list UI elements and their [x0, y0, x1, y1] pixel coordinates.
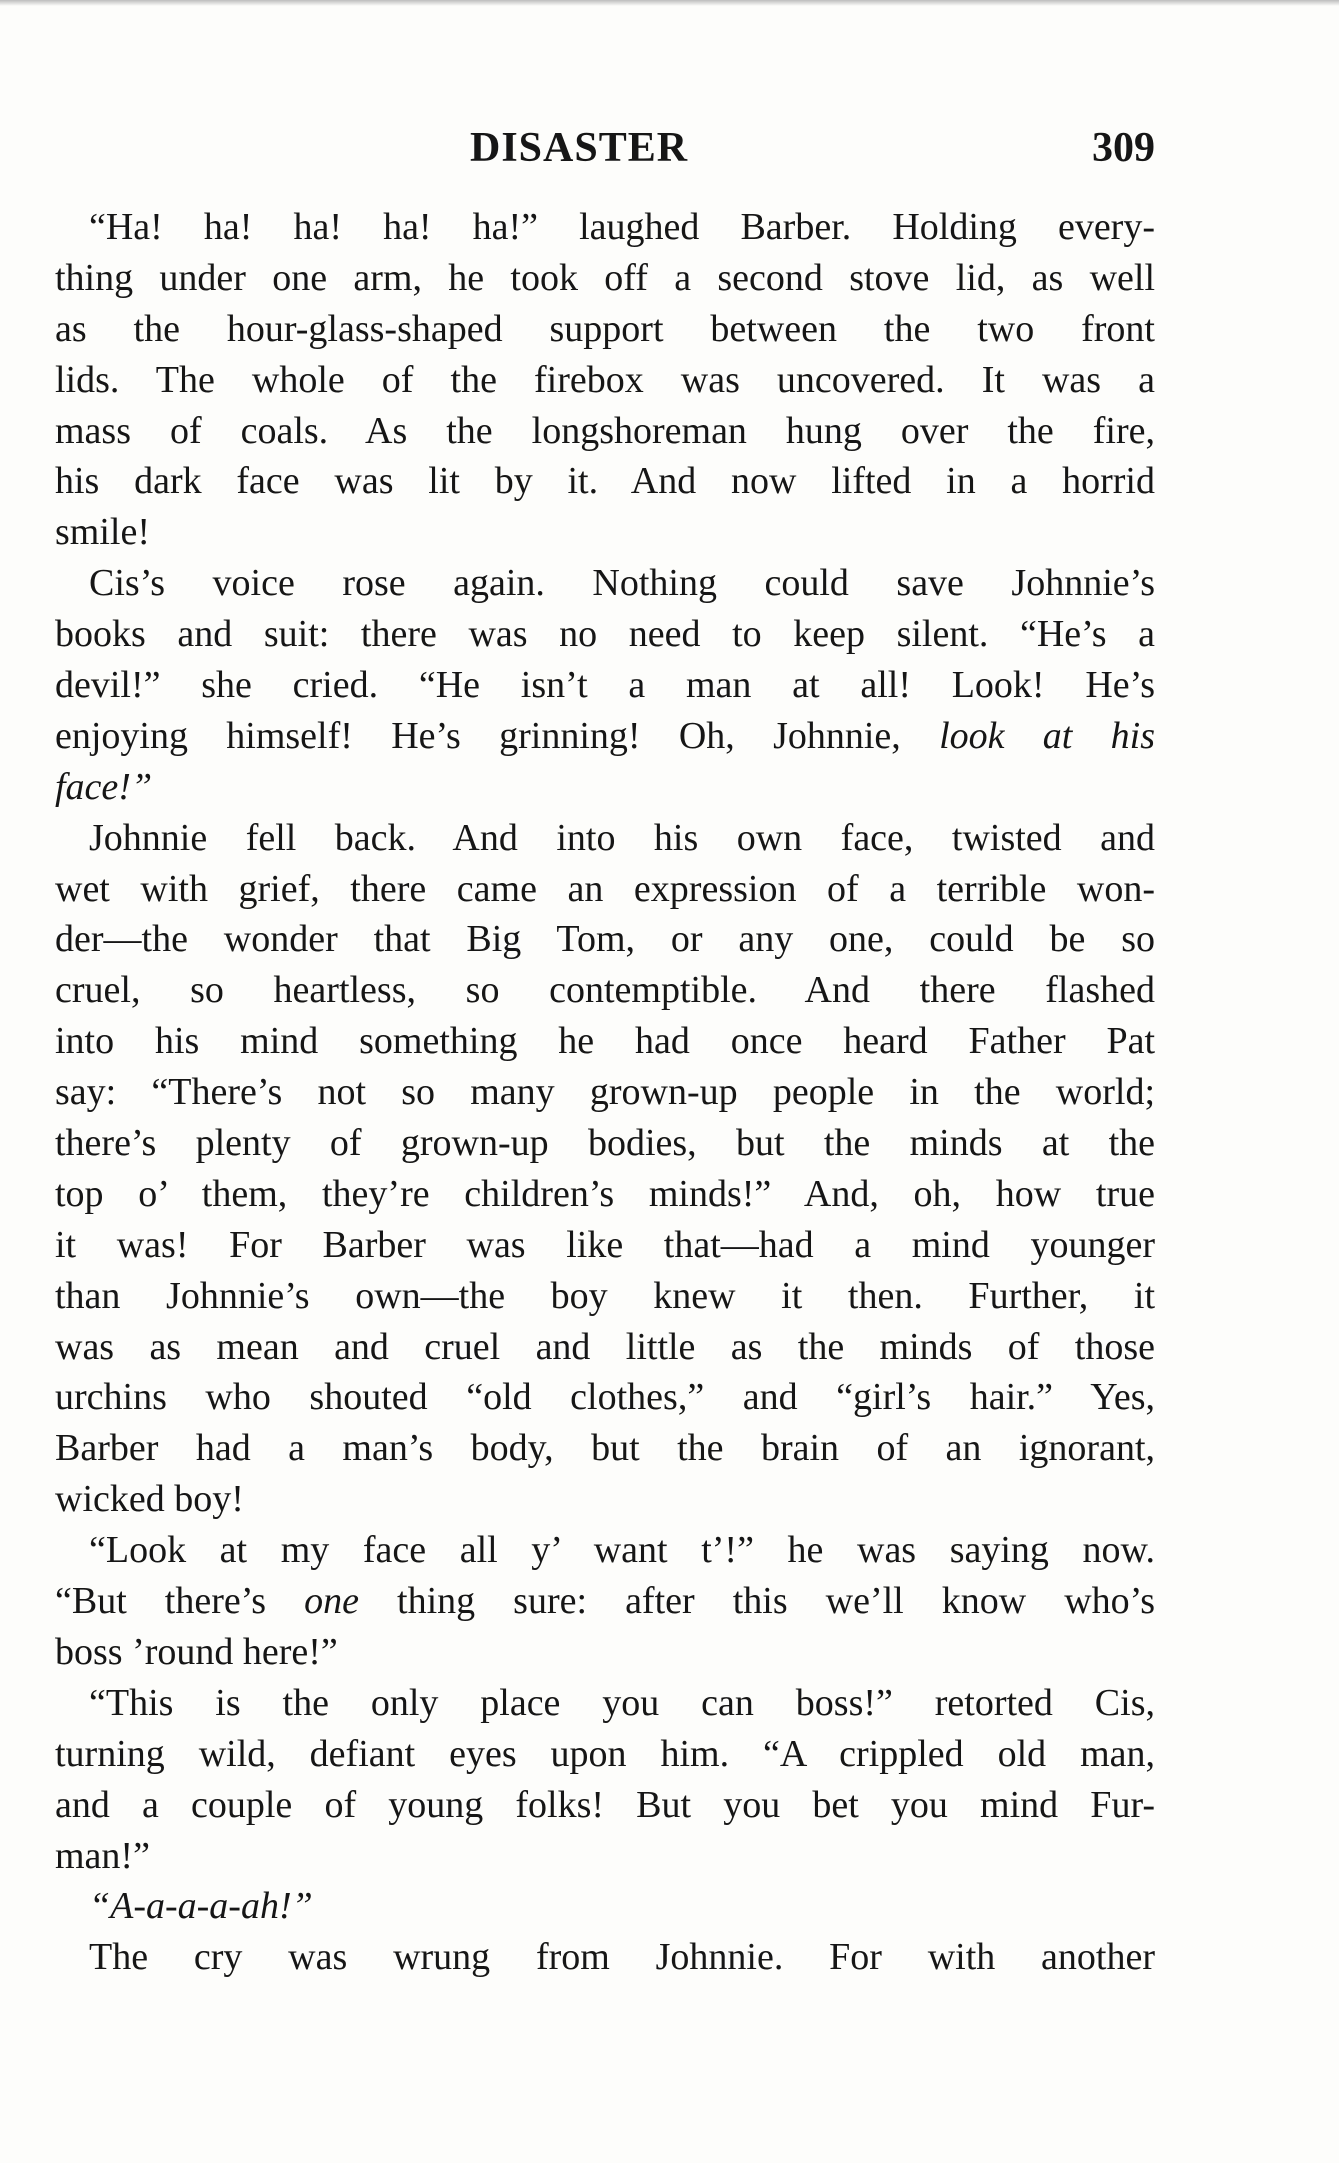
text-segment: The cry was wrung from Johnnie. For with another — [89, 1936, 1155, 1979]
text-segment: as the hour-glass-shaped support between the two front — [55, 307, 1155, 350]
text-segment: der—the wonder that Big Tom, or any one, could be so — [55, 918, 1155, 961]
text-line — [55, 507, 1155, 558]
text-line — [55, 1780, 1155, 1831]
text-segment: and a couple of young folks! But you bet you mind Fur- — [55, 1783, 1155, 1826]
text-segment: top o’ them, they’re children’s minds!” And, oh, how true — [55, 1172, 1155, 1215]
text-segment: “Ha! ha! ha! ha! ha!” laughed Barber. Holding every- — [89, 206, 1155, 248]
text-segment: Cis’s voice rose again. Nothing could save Johnnie’s — [89, 562, 1155, 605]
text-line — [55, 1169, 1155, 1220]
text-segment: wet with grief, there came an expression of a terrible won- — [55, 867, 1155, 910]
text-segment: Johnnie fell back. And into his own face, twisted and — [89, 816, 1155, 859]
text-line — [55, 1525, 1155, 1576]
text-segment: Barber had a man’s body, but the brain of an ignorant, — [55, 1427, 1155, 1470]
text-segment: than Johnnie’s own—the boy knew it then. Further, it — [55, 1274, 1155, 1317]
text-line — [55, 1372, 1155, 1423]
text-line — [55, 1474, 1155, 1525]
text-line — [55, 1118, 1155, 1169]
page-top-edge — [0, 0, 1339, 6]
text-line — [55, 1932, 1155, 1983]
text-line — [55, 660, 1155, 711]
text-segment: “But there’s — [55, 1580, 305, 1623]
text-line — [55, 1322, 1155, 1373]
text-line — [55, 762, 1155, 813]
text-line — [55, 1627, 1155, 1678]
italic-text: one — [304, 1580, 359, 1623]
text-line — [55, 406, 1155, 457]
text-line — [55, 1881, 1155, 1932]
text-line — [55, 1220, 1155, 1271]
text-segment: thing sure: after this we’ll know who’s — [359, 1580, 1155, 1623]
text-segment: cruel, so heartless, so contemptible. And there flashed — [55, 969, 1155, 1012]
page-number: 309 — [1092, 125, 1155, 171]
text-segment: devil!” she cried. “He isn’t a man at all! Look! He’s — [55, 664, 1155, 707]
text-segment: there’s plenty of grown-up bodies, but the minds at the — [55, 1122, 1155, 1165]
text-segment: into his mind something he had once heard Father Pat — [55, 1020, 1155, 1063]
text-line — [55, 1016, 1155, 1067]
text-line — [55, 1271, 1155, 1322]
text-line — [55, 1576, 1155, 1627]
running-head: DISASTER — [470, 125, 689, 171]
text-segment: “Look at my face all y’ want t’!” he was saying now. — [89, 1529, 1155, 1572]
text-segment: smile! — [55, 511, 150, 554]
text-line — [55, 1729, 1155, 1780]
body-text — [55, 202, 1155, 1983]
text-segment: lids. The whole of the firebox was uncovered. It was a — [55, 358, 1155, 401]
text-segment: wicked boy! — [55, 1478, 244, 1521]
text-line — [55, 355, 1155, 406]
text-segment: enjoying himself! He’s grinning! Oh, Johnnie, — [55, 714, 940, 757]
text-segment: boss ’round here!” — [55, 1630, 338, 1673]
text-line — [55, 711, 1155, 762]
italic-text: face!” — [55, 765, 153, 808]
text-line — [55, 558, 1155, 609]
text-segment: urchins who shouted “old clothes,” and “girl’s hair.” Yes, — [55, 1376, 1155, 1419]
text-segment: books and suit: there was no need to keep silent. “He’s a — [55, 613, 1155, 656]
text-segment: man!” — [55, 1834, 150, 1877]
text-line — [55, 864, 1155, 915]
text-segment: turning wild, defiant eyes upon him. “A crippled old man, — [55, 1732, 1155, 1775]
text-segment: it was! For Barber was like that—had a mind younger — [55, 1223, 1155, 1266]
text-segment: say: “There’s not so many grown-up people in the world; — [55, 1071, 1155, 1114]
italic-text: look at his — [939, 714, 1155, 757]
text-line — [55, 456, 1155, 507]
text-line — [55, 202, 1155, 253]
text-line — [55, 914, 1155, 965]
italic-text: “A-a-a-a-ah!” — [89, 1885, 313, 1928]
text-segment: was as mean and cruel and little as the minds of those — [55, 1325, 1155, 1368]
text-line — [55, 1067, 1155, 1118]
text-line — [55, 304, 1155, 355]
text-segment: thing under one arm, he took off a second stove lid, as well — [55, 256, 1155, 299]
text-line — [55, 609, 1155, 660]
text-line — [55, 813, 1155, 864]
text-line — [55, 1423, 1155, 1474]
text-segment: his dark face was lit by it. And now lifted in a horrid — [55, 460, 1155, 503]
text-line — [55, 965, 1155, 1016]
text-segment: “This is the only place you can boss!” retorted Cis, — [89, 1681, 1155, 1724]
text-line — [55, 1831, 1155, 1882]
text-segment: mass of coals. As the longshoreman hung over the fire, — [55, 409, 1155, 452]
text-line — [55, 253, 1155, 304]
text-line — [55, 1678, 1155, 1729]
page-header — [55, 118, 1155, 178]
